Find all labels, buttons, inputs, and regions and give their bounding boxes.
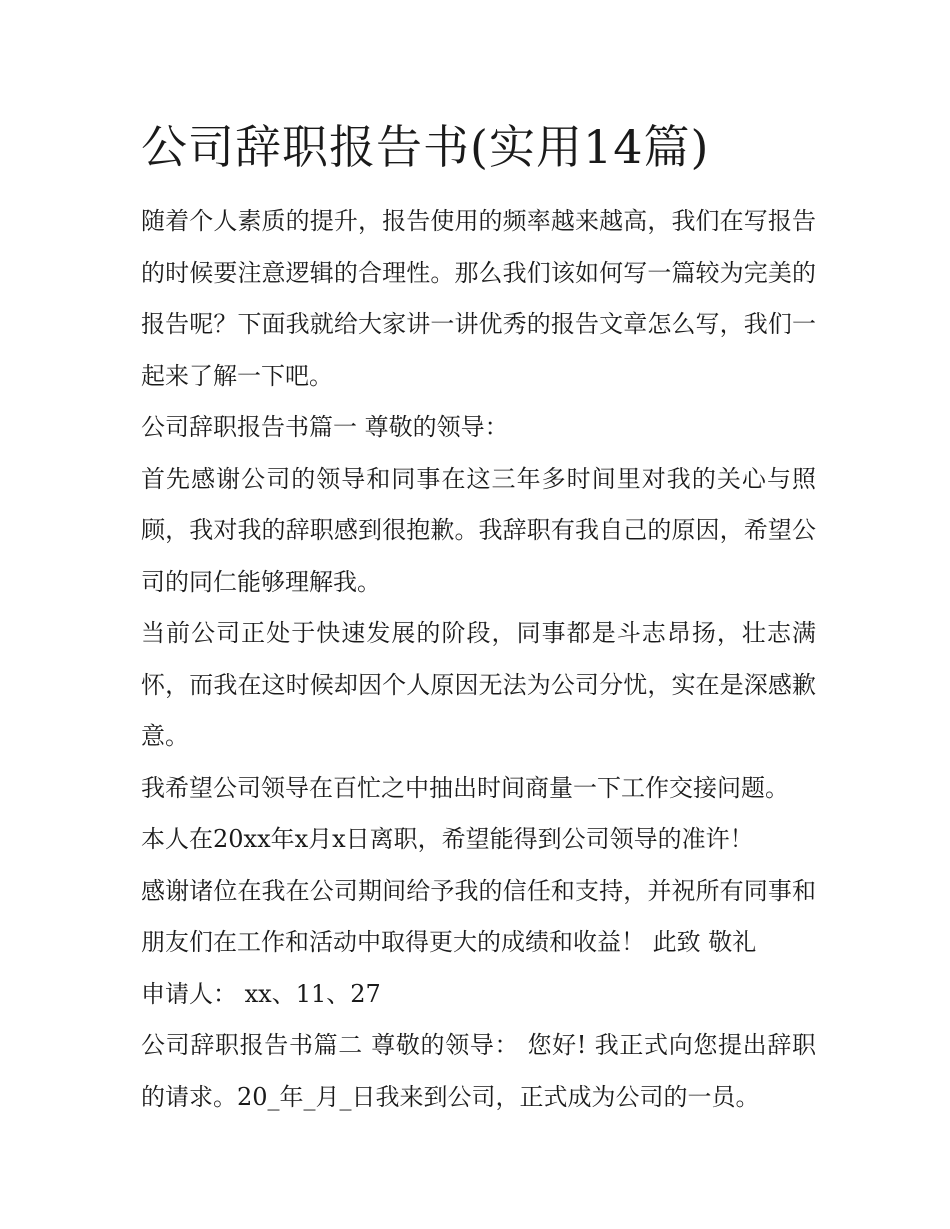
body-paragraph: 本人在20xx年x月x日离职，希望能得到公司领导的准许！ (141, 825, 754, 853)
section-two-paragraph: 公司辞职报告书篇二 尊敬的领导： 您好! 我正式向您提出辞职的请求。20_年_月_日我来到公司，正式成为公司的一员。 (141, 1031, 816, 1111)
body-paragraph: 感谢诸位在我在公司期间给予我的信任和支持，并祝所有同事和朋友们在工作和活动中取得更大的成绩和收益！ 此致 敬礼 (141, 876, 816, 956)
section-one-heading: 公司辞职报告书篇一 尊敬的领导： (141, 413, 509, 441)
intro-paragraph: 随着个人素质的提升，报告使用的频率越来越高，我们在写报告的时候要注意逻辑的合理性。那么我们该如何写一篇较为完美的报告呢？下面我就给大家讲一讲优秀的报告文章怎么写，我们一起来了解一下吧。 (141, 207, 816, 390)
body-paragraph: 首先感谢公司的领导和同事在这三年多时间里对我的关心与照顾，我对我的辞职感到很抱歉。我辞职有我自己的原因，希望公司的同仁能够理解我。 (141, 464, 816, 596)
document-body (141, 196, 816, 1123)
body-paragraph: 当前公司正处于快速发展的阶段，同事都是斗志昂扬，壮志满怀，而我在这时候却因个人原因无法为公司分忧，实在是深感歉意。 (141, 619, 816, 750)
document-title: 公司辞职报告书(实用14篇) (141, 120, 710, 174)
body-paragraph: 我希望公司领导在百忙之中抽出时间商量一下工作交接问题。 (141, 773, 789, 802)
applicant-line: 申请人： xx、11、27 (141, 979, 381, 1008)
